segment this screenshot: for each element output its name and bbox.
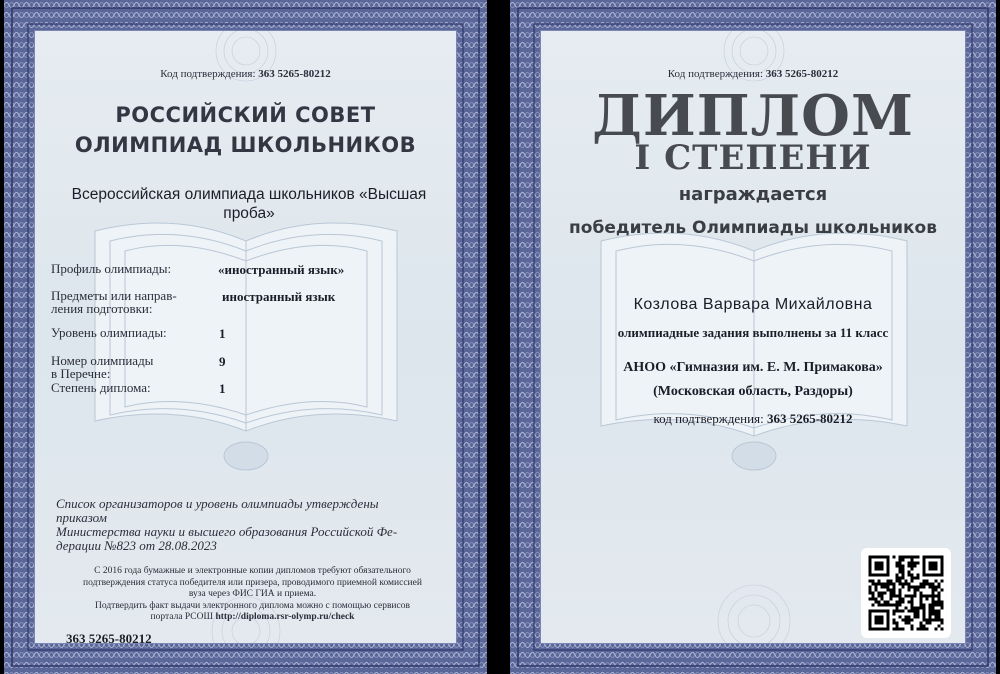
school-name: АНОО «Гимназия им. Е. М. Примакова» bbox=[623, 360, 883, 375]
olympiad-name bbox=[34, 185, 464, 223]
qr-code[interactable] bbox=[861, 548, 951, 638]
confirmation-line bbox=[4, 68, 487, 80]
note-line5 bbox=[40, 612, 465, 624]
order-line2: приказом bbox=[56, 510, 107, 525]
order-line4: дерации №823 от 28.08.2023 bbox=[56, 538, 217, 553]
profile-label: Профиль олимпиады: bbox=[51, 261, 172, 276]
degree-label: Степень диплома: bbox=[51, 380, 151, 395]
diploma-front-page bbox=[510, 0, 996, 674]
number-label-line1: Номер олимпиады bbox=[51, 353, 154, 368]
awarded-text: награждается bbox=[678, 184, 828, 205]
order-line3: Министерства науки и высшего образования Российской Фе- bbox=[56, 524, 398, 539]
grade-text: олимпиадные задания выполнены за 11 класс bbox=[617, 325, 889, 340]
number-label-line2: в Перечне: bbox=[51, 366, 111, 381]
bottom-code: 363 5265-80212 bbox=[66, 631, 152, 646]
note-line3: вуза через ФИС ГИА и приема. bbox=[188, 589, 317, 599]
winner-text: победитель Олимпиады школьников bbox=[569, 218, 937, 238]
portal-label: портала РСОШ bbox=[150, 612, 214, 622]
order-line1: Список организаторов и уровень олимпиады утверждены bbox=[56, 496, 379, 511]
code-line bbox=[510, 411, 996, 427]
code-label: код подтверждения: bbox=[653, 411, 764, 426]
note-line4: Подтвердить факт выдачи электронного диплома можно с помощью сервисов bbox=[95, 600, 410, 611]
code-value: 363 5265-80212 bbox=[766, 411, 853, 426]
note-text bbox=[40, 566, 465, 624]
subjects-value: иностранный язык bbox=[222, 289, 336, 304]
degree-title: I СТЕПЕНИ bbox=[634, 138, 872, 178]
winner-name: Козлова Варвара Михайловна bbox=[633, 296, 873, 313]
confirmation-code: 363 5265-80212 bbox=[258, 68, 331, 80]
level-value: 1 bbox=[219, 326, 226, 341]
org-title-line1: РОССИЙСКИЙ СОВЕТ bbox=[115, 103, 376, 127]
school-region: (Московская область, Раздоры) bbox=[653, 384, 853, 399]
olympiad-line2: проба» bbox=[223, 205, 275, 222]
subjects-label-line2: ления подготовки: bbox=[51, 301, 153, 316]
olympiad-line1: Всероссийская олимпиада школьников «Высшая bbox=[71, 186, 427, 203]
level-label: Уровень олимпиады: bbox=[51, 325, 167, 340]
diploma-title: ДИПЛОМ bbox=[592, 83, 914, 149]
org-title-line2: ОЛИМПИАД ШКОЛЬНИКОВ bbox=[74, 133, 417, 157]
confirmation-code: 363 5265-80212 bbox=[765, 68, 839, 80]
note-line2: подтверждения статуса победителя или призера, проводимого приемной комиссией bbox=[83, 577, 422, 588]
org-title bbox=[4, 100, 487, 160]
subjects-label-line1: Предметы или направ- bbox=[51, 288, 177, 303]
confirmation-line bbox=[510, 68, 996, 80]
number-value: 9 bbox=[219, 354, 226, 369]
subjects-label bbox=[51, 289, 177, 315]
qr-code-icon bbox=[861, 548, 951, 638]
confirmation-label: Код подтверждения: bbox=[667, 68, 764, 80]
check-url-link[interactable]: http://diploma.rsr-olymp.ru/check bbox=[215, 612, 355, 622]
order-text bbox=[56, 497, 456, 553]
degree-value: 1 bbox=[219, 381, 226, 396]
number-label bbox=[51, 354, 153, 380]
diploma-back-page bbox=[4, 0, 487, 674]
note-line1: С 2016 года бумажные и электронные копии дипломов требуют обязательного bbox=[94, 566, 411, 576]
confirmation-label: Код подтверждения: bbox=[160, 68, 256, 80]
profile-value: «иностранный язык» bbox=[218, 262, 345, 277]
